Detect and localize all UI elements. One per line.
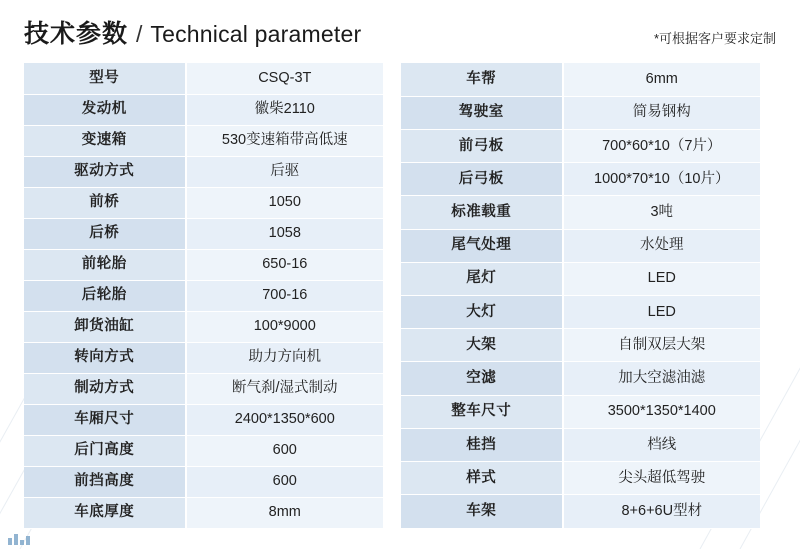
spec-key: 尾灯 [401, 262, 563, 295]
spec-key: 前轮胎 [24, 249, 186, 280]
table-row [401, 196, 760, 229]
spec-value: 3500*1350*1400 [563, 395, 760, 428]
table-row [24, 342, 383, 373]
spec-value: 1058 [186, 218, 383, 249]
table-row [24, 466, 383, 497]
corner-bar-mark [8, 534, 30, 545]
spec-value: 尖头超低驾驶 [563, 461, 760, 494]
right-spec-table [401, 63, 760, 529]
spec-key: 整车尺寸 [401, 395, 563, 428]
table-row [24, 311, 383, 342]
spec-key: 后轮胎 [24, 280, 186, 311]
table-row [24, 435, 383, 466]
spec-key: 桂挡 [401, 428, 563, 461]
table-row [401, 96, 760, 129]
spec-value: 档线 [563, 428, 760, 461]
spec-key: 车底厚度 [24, 497, 186, 528]
table-row [24, 280, 383, 311]
spec-key: 发动机 [24, 94, 186, 125]
spec-value: 助力方向机 [186, 342, 383, 373]
spec-key: 前挡高度 [24, 466, 186, 497]
table-row [401, 229, 760, 262]
table-row [24, 94, 383, 125]
table-row [401, 329, 760, 362]
left-spec-table [24, 63, 383, 529]
spec-value: 徽柴2110 [186, 94, 383, 125]
spec-key: 后门高度 [24, 435, 186, 466]
spec-key: 标准载重 [401, 196, 563, 229]
table-row [24, 156, 383, 187]
table-row [24, 187, 383, 218]
table-row [401, 163, 760, 196]
spec-key: 大架 [401, 329, 563, 362]
spec-key: 空滤 [401, 362, 563, 395]
table-row [24, 125, 383, 156]
spec-value: 自制双层大架 [563, 329, 760, 362]
table-row [24, 373, 383, 404]
spec-value: 简易钢构 [563, 96, 760, 129]
spec-key: 样式 [401, 461, 563, 494]
spec-tables [0, 63, 800, 529]
spec-key: 前桥 [24, 187, 186, 218]
spec-value: LED [563, 295, 760, 328]
spec-key: 驾驶室 [401, 96, 563, 129]
spec-value: CSQ-3T [186, 63, 383, 94]
spec-value: 后驱 [186, 156, 383, 187]
spec-value: 6mm [563, 63, 760, 96]
spec-value: 530变速箱带高低速 [186, 125, 383, 156]
spec-value: 3吨 [563, 196, 760, 229]
spec-value: 600 [186, 435, 383, 466]
table-row [24, 249, 383, 280]
spec-value: 650-16 [186, 249, 383, 280]
spec-key: 车厢尺寸 [24, 404, 186, 435]
table-row [401, 295, 760, 328]
page-header [0, 0, 800, 50]
spec-key: 后弓板 [401, 163, 563, 196]
spec-value: 2400*1350*600 [186, 404, 383, 435]
spec-key: 制动方式 [24, 373, 186, 404]
table-row [401, 262, 760, 295]
customization-note: *可根据客户要求定制 [653, 31, 776, 46]
table-row [401, 129, 760, 162]
spec-key: 前弓板 [401, 129, 563, 162]
spec-value: 1050 [186, 187, 383, 218]
spec-value: 水处理 [563, 229, 760, 262]
table-row [401, 362, 760, 395]
spec-key: 车帮 [401, 63, 563, 96]
table-row [24, 218, 383, 249]
table-row [401, 428, 760, 461]
table-row [24, 497, 383, 528]
spec-key: 变速箱 [24, 125, 186, 156]
page-title-cn: 技术参数 [24, 20, 129, 48]
spec-value: 1000*70*10（10片） [563, 163, 760, 196]
table-row [401, 63, 760, 96]
spec-value: 100*9000 [186, 311, 383, 342]
table-row [401, 461, 760, 494]
spec-value: 8+6+6U型材 [563, 495, 760, 528]
spec-value: 700*60*10（7片） [563, 129, 760, 162]
table-row [401, 495, 760, 528]
page-title-separator: / [136, 21, 143, 47]
spec-value: 8mm [186, 497, 383, 528]
spec-value: 断气刹/湿式制动 [186, 373, 383, 404]
spec-key: 尾气处理 [401, 229, 563, 262]
table-row [401, 395, 760, 428]
spec-value: 600 [186, 466, 383, 497]
spec-key: 驱动方式 [24, 156, 186, 187]
spec-value: 700-16 [186, 280, 383, 311]
spec-key: 车架 [401, 495, 563, 528]
spec-value: 加大空滤油滤 [563, 362, 760, 395]
page-title-en: Technical parameter [150, 21, 362, 47]
table-row [24, 63, 383, 94]
table-row [24, 404, 383, 435]
spec-key: 卸货油缸 [24, 311, 186, 342]
spec-key: 转向方式 [24, 342, 186, 373]
spec-key: 大灯 [401, 295, 563, 328]
spec-value: LED [563, 262, 760, 295]
spec-key: 后桥 [24, 218, 186, 249]
page-title [24, 14, 361, 50]
spec-key: 型号 [24, 63, 186, 94]
